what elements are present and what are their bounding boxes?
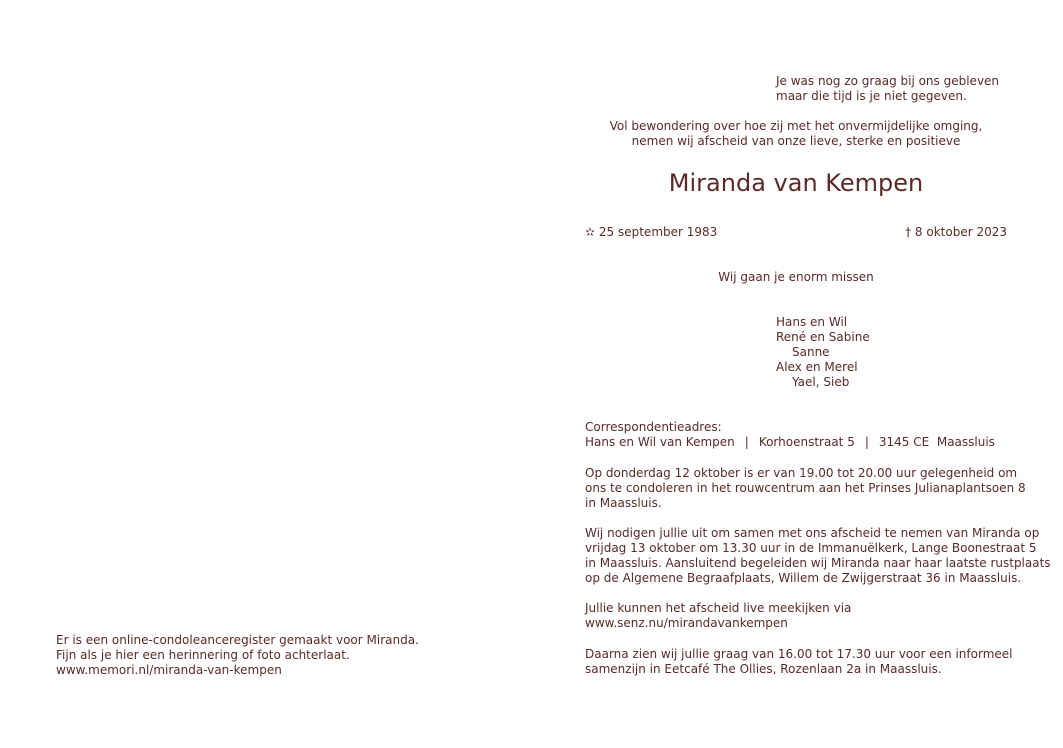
paragraph-line: Jullie kunnen het afscheid live meekijken via [585, 601, 852, 615]
funeral-paragraph [585, 526, 1051, 586]
paragraph-line: Wij nodigen jullie uit om samen met ons afscheid te nemen van Miranda op [585, 526, 1040, 540]
poem-line: maar die tijd is je niet gegeven. [776, 89, 967, 103]
correspondence-label: Correspondentieadres: [585, 420, 722, 434]
paragraph-line: op de Algemene Begraafplaats, Willem de Zwijgerstraat 36 in Maassluis. [585, 571, 1022, 585]
correspondence-line [585, 435, 995, 450]
memori-line: Fijn als je hier een herinnering of foto achterlaat. [56, 648, 350, 662]
family-member: René en Sabine [776, 330, 870, 344]
livestream-paragraph [585, 601, 851, 631]
gathering-paragraph [585, 647, 1012, 677]
miss-text: Wij gaan je enorm missen [718, 270, 874, 284]
family-list [776, 315, 870, 390]
family-member: Hans en Wil [776, 315, 848, 329]
birth-date [585, 225, 717, 240]
livestream-link[interactable]: www.senz.nu/mirandavankempen [585, 616, 788, 630]
memori-register-note [56, 633, 419, 678]
correspondence-address [585, 420, 995, 450]
paragraph-line: samenzijn in Eetcafé The Ollies, Rozenlaan 2a in Maassluis. [585, 662, 942, 676]
memori-link[interactable]: www.memori.nl/miranda-van-kempen [56, 663, 282, 677]
correspondence-postal-city: 3145 CE Maassluis [878, 435, 995, 449]
paragraph-line: ons te condoleren in het rouwcentrum aan het Prinses Julianaplantsoen 8 [585, 481, 1026, 495]
poem-line: Je was nog zo graag bij ons gebleven [776, 74, 1000, 88]
intro-line: nemen wij afscheid van onze lieve, sterke en positieve [631, 134, 961, 148]
deceased-name: Miranda van Kempen [668, 169, 924, 197]
cross-icon: † [905, 225, 912, 239]
separator: | [744, 435, 749, 449]
death-date-text: 8 oktober 2023 [914, 225, 1007, 239]
condolence-paragraph [585, 466, 1026, 511]
paragraph-line: Op donderdag 12 oktober is er van 19.00 tot 20.00 uur gelegenheid om [585, 466, 1018, 480]
family-member: Alex en Merel [776, 360, 858, 374]
intro-line: Vol bewondering over hoe zij met het onvermijdelijke omging, [609, 119, 983, 133]
poem [776, 74, 999, 104]
paragraph-line: Daarna zien wij jullie graag van 16.00 tot 17.30 uur voor een informeel [585, 647, 1013, 661]
family-member: Yael, Sieb [792, 375, 850, 389]
paragraph-line: in Maassluis. Aansluitend begeleiden wij Miranda naar haar laatste rustplaats [585, 556, 1051, 570]
family-member: Sanne [792, 345, 830, 359]
paragraph-line: in Maassluis. [585, 496, 662, 510]
star-icon: ✫ [585, 225, 596, 239]
memori-line: Er is een online-condoleanceregister gemaakt voor Miranda. [56, 633, 419, 647]
separator: | [864, 435, 869, 449]
paragraph-line: vrijdag 13 oktober om 13.30 uur in de Immanuëlkerk, Lange Boonestraat 5 [585, 541, 1037, 555]
death-date [905, 225, 1007, 240]
intro-text [596, 119, 996, 149]
correspondence-street: Korhoenstraat 5 [758, 435, 855, 449]
birth-date-text: 25 september 1983 [598, 225, 718, 239]
correspondence-names: Hans en Wil van Kempen [585, 435, 735, 449]
